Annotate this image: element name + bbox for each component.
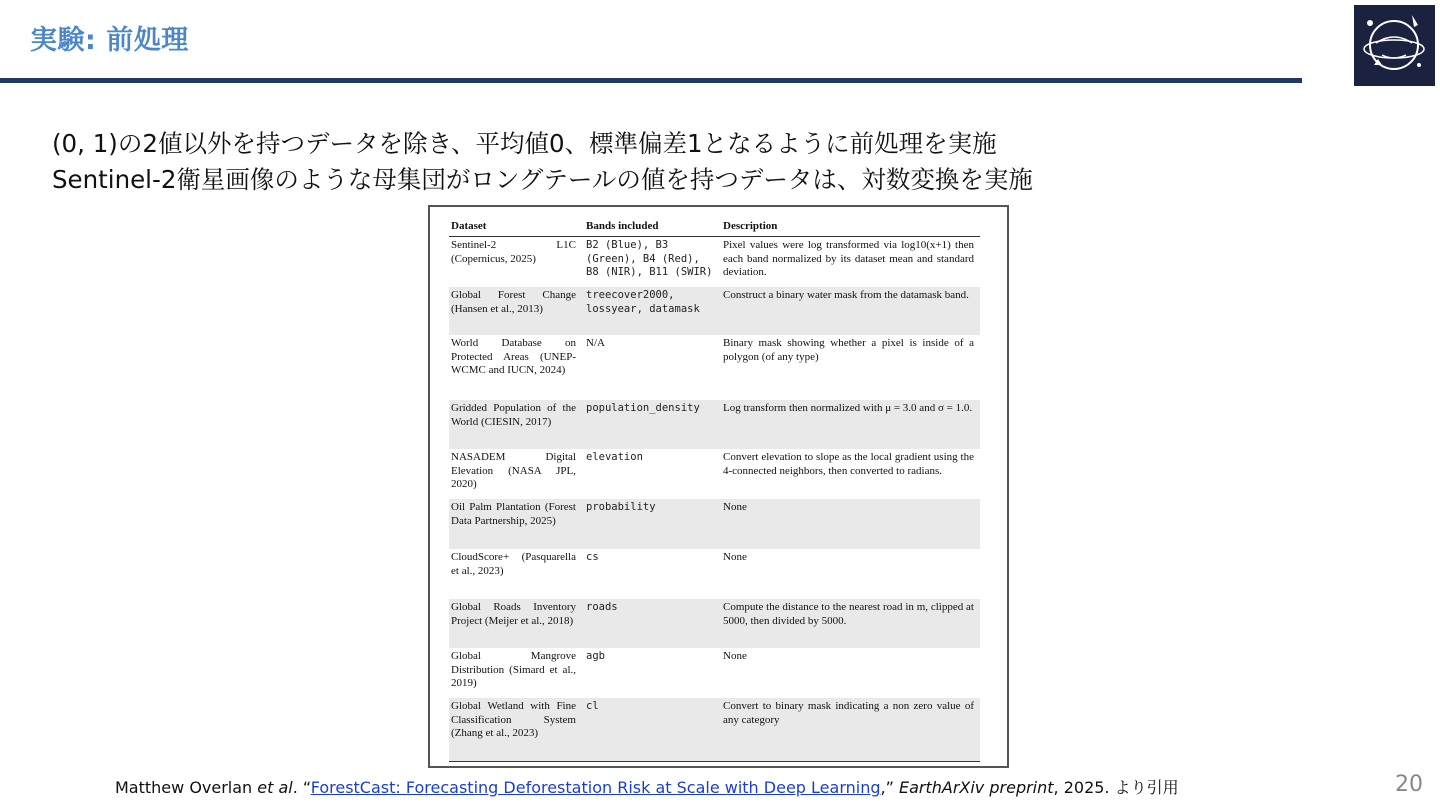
cell-dataset: Global Forest Change (Hansen et al., 2013) xyxy=(451,289,576,315)
table-row xyxy=(449,499,980,549)
cell-description: Convert to binary mask indicating a non zero value of any category xyxy=(723,700,974,726)
cell-bands: cs xyxy=(586,551,599,563)
cell-bands: treecover2000, lossyear, datamask xyxy=(586,289,700,315)
table-row xyxy=(449,237,980,287)
challenge-logo xyxy=(1354,5,1435,86)
citation-footer xyxy=(115,775,1179,798)
citation-etal: et al xyxy=(257,778,293,797)
citation-quote-open: . “ xyxy=(292,778,311,797)
cell-description: Compute the distance to the nearest road in m, clipped at 5000, then divided by 5000. xyxy=(723,601,974,627)
table-row xyxy=(449,698,980,762)
cell-dataset: World Database on Protected Areas (UNEP-WCMC and IUCN, 2024) xyxy=(451,337,576,377)
cell-description: Pixel values were log transformed via log10(x+1) then each band normalized by its dataset mean and standard deviation. xyxy=(723,239,974,279)
cell-bands: population_density xyxy=(586,402,700,414)
paper-table-figure xyxy=(428,205,1009,768)
cell-bands: N/A xyxy=(586,337,605,349)
citation-quote-close: ,” xyxy=(880,778,899,797)
cell-bands: agb xyxy=(586,650,605,662)
citation-venue: EarthArXiv preprint xyxy=(898,778,1054,797)
header-dataset: Dataset xyxy=(451,220,487,232)
cell-dataset: Global Wetland with Fine Classification System (Zhang et al., 2023) xyxy=(451,700,576,740)
cell-dataset: Gridded Population of the World (CIESIN, 2017) xyxy=(451,402,576,428)
header-bands: Bands included xyxy=(586,220,659,232)
cell-dataset: Oil Palm Plantation (Forest Data Partnership, 2025) xyxy=(451,501,576,527)
cell-description: None xyxy=(723,501,747,513)
cell-dataset: Global Roads Inventory Project (Meijer et al., 2018) xyxy=(451,601,576,627)
citation-tail: , 2025. より引用 xyxy=(1053,778,1179,797)
logo-graphic xyxy=(1354,5,1435,86)
title-divider xyxy=(0,78,1302,83)
dataset-table xyxy=(449,217,980,762)
cell-dataset: NASADEM Digital Elevation (NASA JPL, 2020) xyxy=(451,451,576,491)
cell-dataset: Sentinel-2 L1C (Copernicus, 2025) xyxy=(451,239,576,265)
bullet-line-2: Sentinel-2衛星画像のような母集団がロングテールの値を持つデータは、対数変換を実施 xyxy=(52,165,1033,194)
table-header xyxy=(449,217,980,237)
table-row xyxy=(449,599,980,648)
table-row xyxy=(449,449,980,499)
cell-dataset: CloudScore+ (Pasquarella et al., 2023) xyxy=(451,551,576,577)
cell-bands: B2 (Blue), B3 (Green), B4 (Red), B8 (NIR), B11 (SWIR) xyxy=(586,239,713,279)
cell-description: None xyxy=(723,551,747,563)
cell-description: Convert elevation to slope as the local gradient using the 4-connected neighbors, then converted to radians. xyxy=(723,451,974,477)
bullet-list xyxy=(52,126,1033,198)
table-row xyxy=(449,400,980,449)
table-row xyxy=(449,549,980,599)
cell-bands: elevation xyxy=(586,451,643,463)
cell-description: None xyxy=(723,650,747,662)
cell-description: Construct a binary water mask from the datamask band. xyxy=(723,289,969,301)
cell-description: Binary mask showing whether a pixel is inside of a polygon (of any type) xyxy=(723,337,974,363)
header-description: Description xyxy=(723,220,778,232)
cell-bands: probability xyxy=(586,501,656,513)
bullet-line-1: (0, 1)の2値以外を持つデータを除き、平均値0、標準偏差1となるように前処理を実施 xyxy=(52,129,997,158)
table-row xyxy=(449,648,980,698)
page-number: 20 xyxy=(1395,772,1423,797)
cell-bands: cl xyxy=(586,700,599,712)
cell-bands: roads xyxy=(586,601,618,613)
slide-title: 実験: 前処理 xyxy=(30,25,189,56)
cell-description: Log transform then normalized with μ = 3.0 and σ = 1.0. xyxy=(723,402,973,414)
table-row xyxy=(449,335,980,400)
cell-dataset: Global Mangrove Distribution (Simard et al., 2019) xyxy=(451,650,576,690)
paper-link[interactable]: ForestCast: Forecasting Deforestation Risk at Scale with Deep Learning xyxy=(310,778,881,797)
table-row xyxy=(449,287,980,335)
citation-author: Matthew Overlan xyxy=(115,778,253,797)
